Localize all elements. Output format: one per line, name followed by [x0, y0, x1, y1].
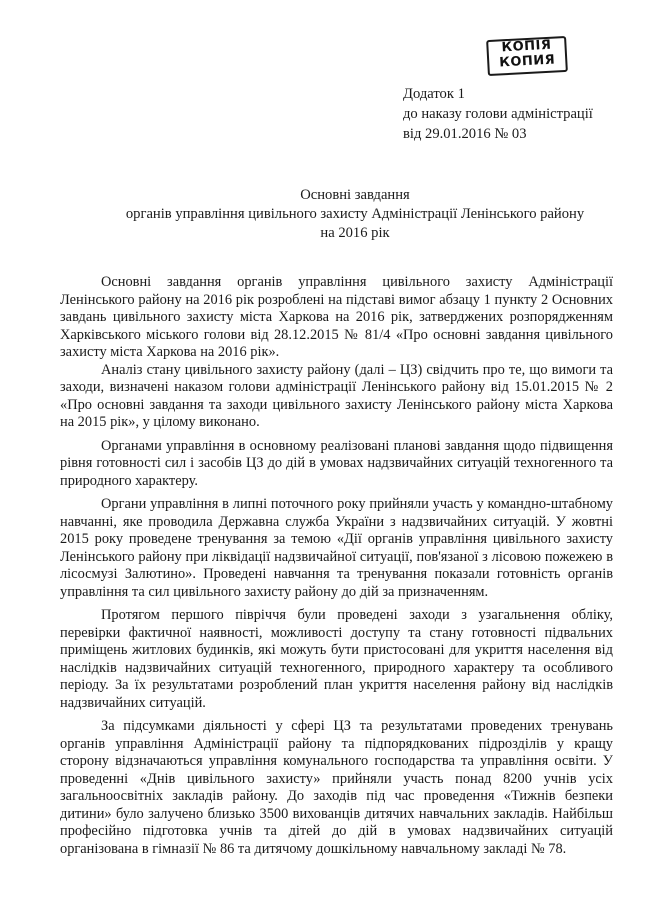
paragraph-1: Основні завдання органів управління цивільного захисту Адміністрації Ленінського району на 2016 рік розроблені на підставі вимог абзацу 1 пункту 2 Основних завдань цивільного захисту міста Харкова на 2016 рік, затверджених розпорядженням Харківського міського голови від 28.12.2015 № 81/4 «Про основні завдання цивільного захисту міста Харкова на 2016 рік».: [60, 274, 613, 360]
appendix-number: Додаток 1: [403, 86, 465, 102]
copy-stamp: [486, 36, 568, 76]
document-title: [60, 186, 650, 243]
document-body: [60, 274, 613, 858]
title-line-1: Основні завдання: [300, 187, 410, 203]
appendix-order: до наказу голови адміністрації: [403, 106, 593, 122]
paragraph-2: Аналіз стану цивільного захисту району (далі – ЦЗ) свідчить про те, що вимоги та заходи, визначені наказом голови адміністрації Ленінського району від 15.01.2015 № 2 «Про основні завдання та заходи цивільного захисту Ленінського району міста Харкова на 2015 рік», у цілому виконано.: [60, 361, 613, 430]
stamp-line-ukrainian: КОПІЯ: [501, 37, 552, 56]
title-line-2: органів управління цивільного захисту Адміністрації Ленінського району: [125, 206, 585, 222]
title-line-3: на 2016 рік: [320, 225, 390, 241]
paragraph-3: Органами управління в основному реалізовані планові завдання щодо підвищення рівня готовності сил і засобів ЦЗ до дій в умовах надзвичайних ситуацій техногенного та природного характеру.: [60, 437, 613, 489]
appendix-reference: [403, 84, 593, 144]
stamp-line-russian: КОПИЯ: [498, 52, 556, 71]
paragraph-6: За підсумками діяльності у сфері ЦЗ та результатами проведених тренувань органів управління Адміністрації району та підпорядкованих підрозділів у кращу сторону відзначаються управління комунального господарства та управління освіти. У проведенні «Днів цивільного захисту» прийняли участь понад 8200 учнів усіх загальноосвітніх закладів району. До заходів під час проведення «Тижнів безпеки дитини» було залучено близько 3500 вихованців дитячих навчальних закладів. Найбільш професійно підготовка учнів та дітей до дій в умовах надзвичайних ситуацій організована в гімназії № 86 та дитячому дошкільному навчальному закладі № 78.: [60, 718, 613, 857]
paragraph-4: Органи управління в липні поточного року прийняли участь у командно-штабному навчанні, яке проводила Державна служба України з надзвичайних ситуацій. У жовтні 2015 року проведене тренування за темою «Дії органів управління цивільного захисту Ленінського району при ліквідації надзвичайної ситуації, пов'язаної з лісовою пожежею в лісосмузі Залютино». Проведені навчання та тренування показали готовність органів управління та сил цивільного захисту району до дій за призначенням.: [60, 496, 613, 600]
appendix-date: від 29.01.2016 № 03: [403, 126, 527, 142]
paragraph-5: Протягом першого півріччя були проведені заходи з узагальнення обліку, перевірки фактичної наявності, можливості доступу та стану готовності підвальних приміщень житлових будинків, які можуть бути пристосовані для укриття населення від наслідків надзвичайних ситуацій техногенного, природного характеру та особливого періоду. За їх результатами розроблений план укриття населення району від наслідків надзвичайних ситуацій.: [60, 607, 613, 711]
